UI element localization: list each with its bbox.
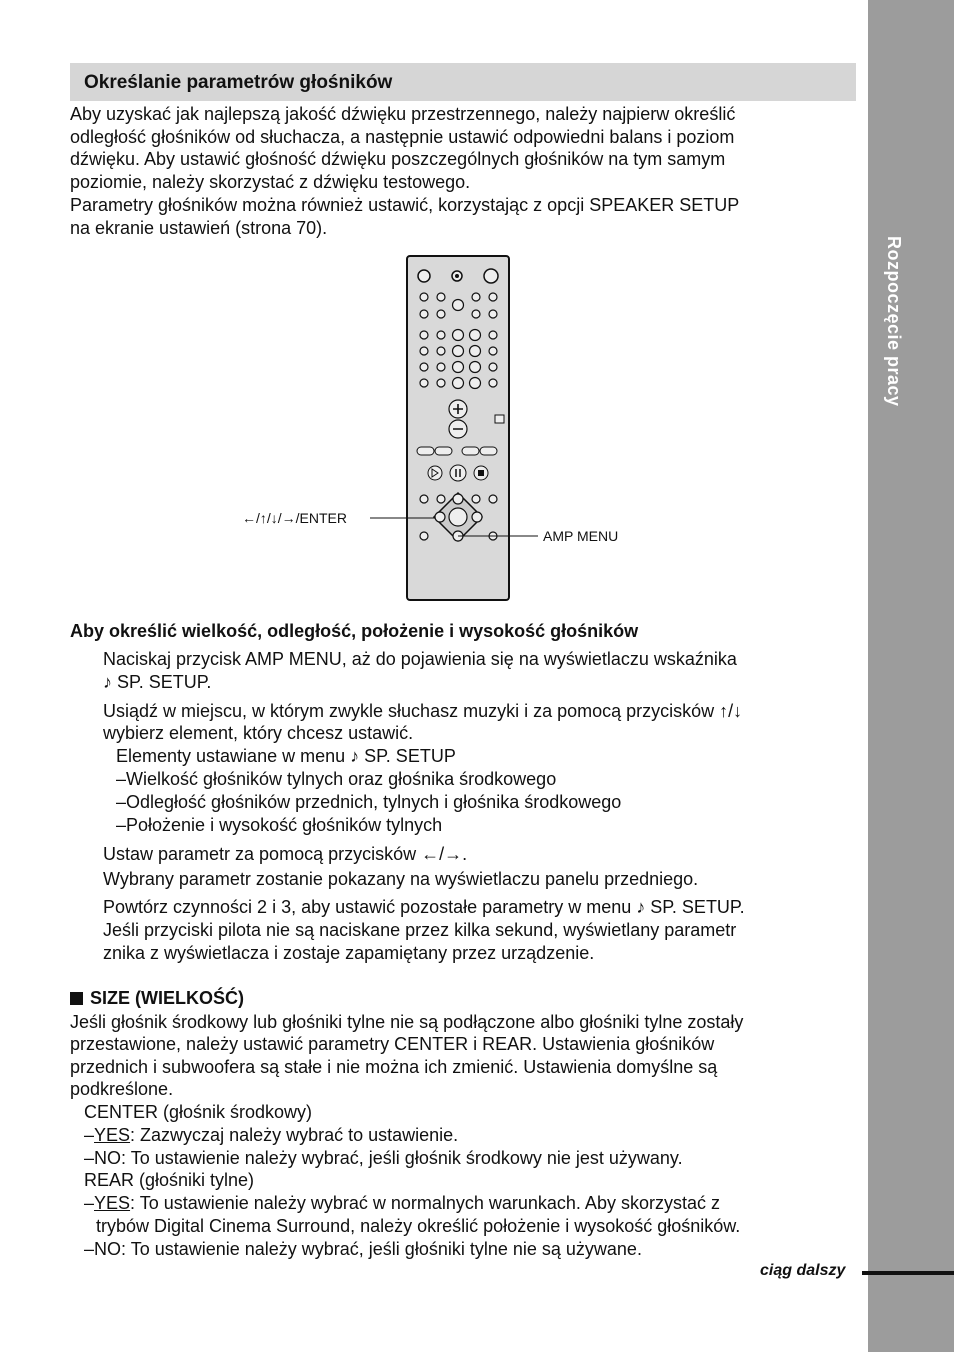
square-bullet-icon — [70, 992, 83, 1005]
intro-line: Parametry głośników można również ustawić, korzystając z opcji SPEAKER SETUP — [70, 195, 740, 215]
rear-label: REAR (głośniki tylne) — [84, 1170, 255, 1190]
center-yes-text: : Zazwyczaj należy wybrać to ustawienie. — [130, 1125, 459, 1145]
label-direction-enter: ←/↑/↓/→/ENTER — [242, 510, 348, 526]
continued-rule — [862, 1271, 954, 1275]
subheading: Aby określić wielkość, odległość, położenie i wysokość głośników — [70, 621, 639, 641]
rear-yes-continued: trybów Digital Cinema Surround, należy określić położenie i wysokość głośników. — [96, 1216, 741, 1236]
intro-line: Aby uzyskać jak najlepszą jakość dźwięku przestrzennego, należy najpierw określić — [70, 104, 736, 124]
side-tab — [868, 0, 954, 1352]
continued-label: ciąg dalszy — [760, 1262, 846, 1279]
rear-yes-text: : To ustawienie należy wybrać w normalnych warunkach. Aby skorzystać z — [130, 1193, 720, 1213]
step-line: Naciskaj przycisk AMP MENU, aż do pojawienia się na wyświetlaczu wskaźnika — [103, 649, 737, 669]
size-title: SIZE (WIELKOŚĆ) — [90, 988, 244, 1008]
size-body-line: przestawione, należy ustawić parametry CENTER i REAR. Ustawienia głośników — [70, 1034, 715, 1054]
rear-yes-key: YES — [94, 1193, 131, 1213]
center-yes-key: YES — [94, 1125, 131, 1145]
side-tab-label: Rozpoczęcie pracy — [884, 236, 904, 407]
intro-line: odległość głośników od słuchacza, a następnie ustawić odpowiedni balans i poziom — [70, 127, 735, 147]
center-yes-option: –YES: Zazwyczaj należy wybrać to ustawienie. — [84, 1125, 459, 1145]
center-no-option: –NO: To ustawienie należy wybrać, jeśli głośnik środkowy nie jest używany. — [84, 1148, 683, 1168]
remote-control-illustration — [405, 254, 513, 604]
step-line: ♪ SP. SETUP. — [103, 672, 212, 692]
size-body-line: przednich i subwoofera są stałe i nie można ich zmienić. Ustawienia domyślne są — [70, 1057, 718, 1077]
size-body-line: Jeśli głośnik środkowy lub głośniki tylne nie są podłączone albo głośniki tylne zostały — [70, 1012, 744, 1032]
callout-lines — [370, 505, 510, 545]
center-label: CENTER (głośnik środkowy) — [84, 1102, 313, 1122]
step-line: znika z wyświetlacza i zostaje zapamiętany przez urządzenie. — [103, 943, 595, 963]
size-heading — [70, 987, 244, 1010]
intro-line: dźwięku. Aby ustawić głośność dźwięku poszczególnych głośników na tym samym — [70, 149, 726, 169]
step-line: –Położenie i wysokość głośników tylnych — [116, 815, 443, 835]
size-body-line: podkreślone. — [70, 1079, 174, 1099]
section-title: Określanie parametrów głośników — [84, 72, 393, 93]
step-line: Jeśli przyciski pilota nie są naciskane przez kilka sekund, wyświetlany parametr — [103, 920, 737, 940]
intro-line: poziomie, należy skorzystać z dźwięku testowego. — [70, 172, 471, 192]
step-line: Ustaw parametr za pomocą przycisków ←/→. — [103, 844, 468, 864]
step-line: Usiądź w miejscu, w którym zwykle słuchasz muzyki i za pomocą przycisków ↑/↓ — [103, 701, 743, 721]
step-line: Powtórz czynności 2 i 3, aby ustawić pozostałe parametry w menu ♪ SP. SETUP. — [103, 897, 745, 917]
step-line: wybierz element, który chcesz ustawić. — [103, 723, 414, 743]
intro-line: na ekranie ustawień (strona 70). — [70, 218, 328, 238]
label-amp-menu: AMP MENU — [543, 528, 619, 544]
step-line: –Wielkość głośników tylnych oraz głośnika środkowego — [116, 769, 557, 789]
step-line: Elementy ustawiane w menu ♪ SP. SETUP — [116, 746, 456, 766]
rear-yes-option: –YES: To ustawienie należy wybrać w normalnych warunkach. Aby skorzystać z — [84, 1193, 720, 1213]
step-line: –Odległość głośników przednich, tylnych i głośnika środkowego — [116, 792, 622, 812]
rear-no-option: –NO: To ustawienie należy wybrać, jeśli głośniki tylne nie są używane. — [84, 1239, 642, 1259]
step-line: Wybrany parametr zostanie pokazany na wyświetlaczu panelu przedniego. — [103, 869, 699, 889]
callout-line-right — [490, 530, 540, 544]
